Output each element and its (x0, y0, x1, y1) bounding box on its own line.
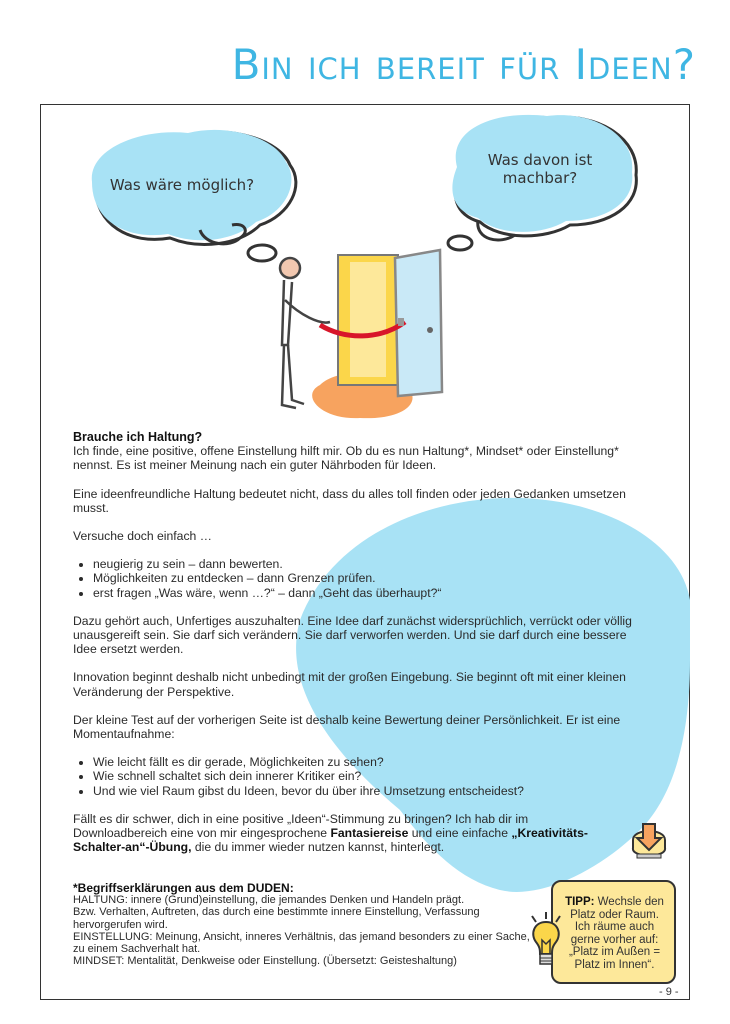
section-heading: Brauche ich Haltung? (73, 430, 203, 444)
doorway-drawing (312, 250, 442, 418)
bullet-list (73, 557, 653, 600)
list-item: • Wie leicht fällt es dir gerade, Möglichkeiten zu sehen? (93, 755, 653, 769)
bubble-left-text: Was wäre möglich? (109, 176, 255, 194)
fantasiereise-link[interactable]: Fantasiereise (330, 826, 409, 841)
definitions-heading: *Begriffserklärungen aus dem DUDEN: (73, 881, 294, 895)
paragraph: Eine ideenfreundliche Haltung bedeutet nicht, dass du alles toll finden oder jeden Gedanken umsetzen musst. (73, 486, 626, 515)
thought-bubble-left (92, 130, 296, 261)
paragraph: Innovation beginnt deshalb nicht unbedingt mit der großen Eingebung. Sie beginnt oft mit einer kleinen Veränderung der Perspektive. (73, 670, 626, 699)
paragraph: Dazu gehört auch, Unfertiges auszuhalten. Eine Idee darf zunächst widersprüchlich, verrückt oder völlig unausgereift sein. Sie darf sich verändern. Sie darf verworfen werden. Und sie darf durch eine bessere Idee ersetzt werden. (73, 613, 632, 657)
page-number: - 9 - (659, 986, 679, 998)
bubble-right-text-2: machbar? (502, 169, 578, 187)
main-content (73, 430, 653, 868)
list-item: • erst fragen „Was wäre, wenn …?“ – dann „Geht das überhaupt?“ (93, 586, 653, 600)
list-item: • Möglichkeiten zu entdecken – dann Grenzen prüfen. (93, 571, 653, 585)
bubble-right-text-1: Was davon ist (487, 151, 593, 169)
tip-label: TIPP: (565, 896, 595, 908)
paragraph: Der kleine Test auf der vorherigen Seite ist deshalb keine Bewertung deiner Persönlichkeit. Er ist eine Momentaufnahme: (73, 712, 621, 742)
page-title: Bin ich bereit für Ideen? (231, 40, 696, 89)
download-icon[interactable] (627, 818, 671, 862)
list-item: • neugierig zu sein – dann bewerten. (93, 557, 653, 571)
definitions-box (73, 882, 533, 967)
tip-box (551, 880, 676, 984)
list-item: • Wie schnell schaltet sich dein innerer Kritiker ein? (93, 769, 653, 783)
kreativitaets-uebung-link[interactable]: „Kreativitäts-Schalter-an“-Übung, (73, 826, 588, 855)
paragraph: Ich finde, eine positive, offene Einstellung hilft mir. Ob du es nun Haltung*, Mindset* oder Einstellung* nennst. Es ist meiner Meinung nach ein guter Nährboden für Ideen. (73, 444, 619, 473)
bullet-list (73, 755, 653, 798)
lightbulb-icon (526, 910, 566, 972)
illustration (60, 110, 640, 430)
download-paragraph: Fällt es dir schwer, dich in eine positive „Ideen“-Stimmung zu bringen? Ich hab dir im Downloadbereich eine von mir eingesprochene Fantasiereise und eine einfache „Kreativitäts-Schalter-an“-Übung, die du immer wieder nutzen kannst, hinterlegt. (73, 811, 588, 855)
definition-line: Bzw. Verhalten, Auftreten, das durch eine bestimmte innere Einstellung, Verfassung hervorgerufen wird. (73, 906, 480, 931)
list-item: • Und wie viel Raum gibst du Ideen, bevor du über ihre Umsetzung entscheidest? (93, 784, 653, 798)
paragraph: Versuche doch einfach … (73, 529, 212, 544)
definition-line: HALTUNG: innere (Grund)einstellung, die jemandes Denken und Handeln prägt. (73, 894, 465, 907)
tip-text: Wechsle den Platz oder Raum. Ich räume auch gerne vorher auf: „Platz im Außen = Platz im Innen“. (568, 896, 664, 971)
definition-line: MINDSET: Mentalität, Denkweise oder Einstellung. (Übersetzt: Geisteshaltung) (73, 955, 457, 968)
definition-line: EINSTELLUNG: Meinung, Ansicht, inneres Verhältnis, das jemand besonders zu einer Sache, zu einem Sachverhalt hat. (73, 930, 530, 956)
